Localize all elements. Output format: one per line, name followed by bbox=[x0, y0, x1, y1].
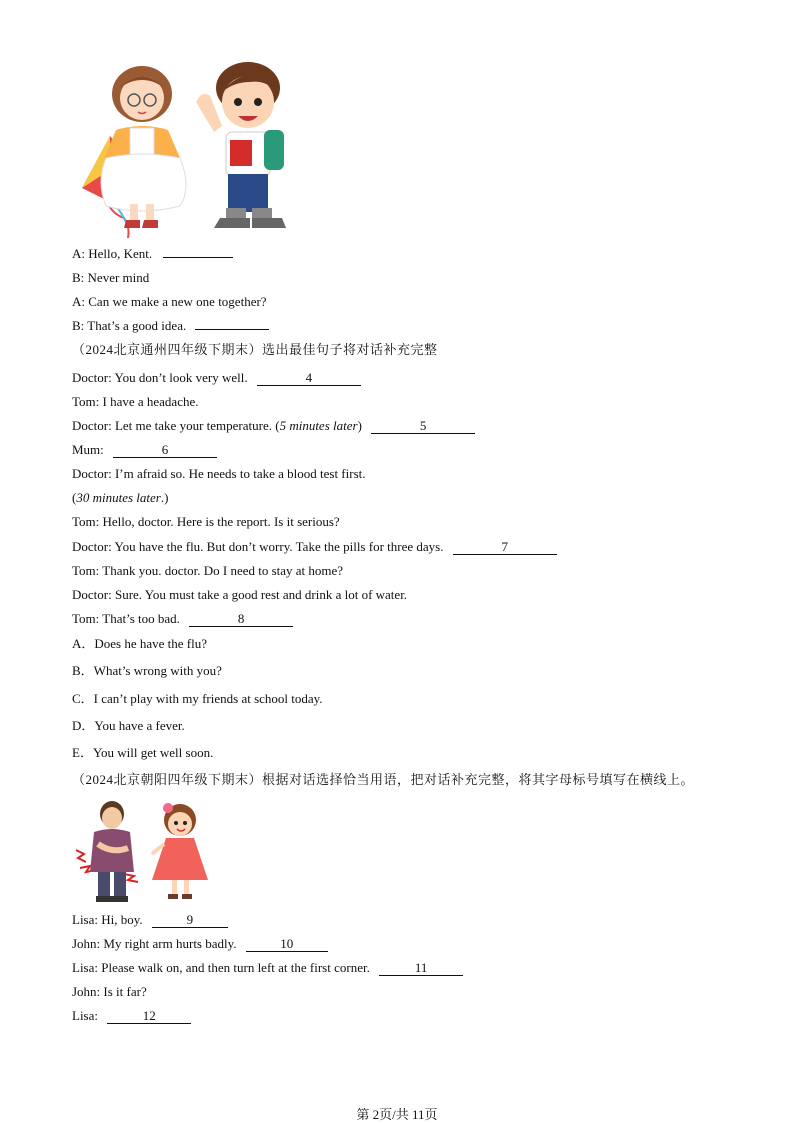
answer-blank-9[interactable]: 9 bbox=[152, 913, 228, 928]
section3-line bbox=[72, 936, 328, 952]
answer-blank-4[interactable]: 4 bbox=[257, 371, 361, 386]
line-text: Tom: That’s too bad. bbox=[72, 611, 180, 626]
pain-icon bbox=[76, 850, 86, 862]
answer-blank[interactable] bbox=[163, 257, 233, 258]
option-c[interactable]: C．I can’t play with my friends at school today. bbox=[72, 691, 323, 706]
answer-blank-10[interactable]: 10 bbox=[246, 937, 328, 952]
answer-blank-11[interactable]: 11 bbox=[379, 961, 463, 976]
section3-header: （2024北京朝阳四年级下期末）根据对话选择恰当用语，把对话补充完整，将其字母标号填写在横线上。 bbox=[72, 772, 695, 787]
dialogue1-line2: B: Never mind bbox=[72, 270, 150, 285]
section3-line bbox=[72, 912, 228, 928]
section2-line: Tom: Hello, doctor. Here is the report. Is it serious? bbox=[72, 514, 340, 529]
hurt-boy-and-girl-illustration bbox=[72, 798, 214, 904]
section2-line bbox=[72, 490, 168, 506]
option-b[interactable]: B．What’s wrong with you? bbox=[72, 663, 222, 678]
line-text: Lisa: bbox=[72, 1008, 98, 1023]
line-text: Doctor: You have the flu. But don’t worry. Take the pills for three days. bbox=[72, 539, 444, 554]
answer-blank-7[interactable]: 7 bbox=[453, 540, 557, 555]
line-text: ) bbox=[357, 418, 362, 433]
dialogue1-line3: A: Can we make a new one together? bbox=[72, 294, 267, 309]
option-a[interactable]: A．Does he have the flu? bbox=[72, 636, 208, 651]
section3-line bbox=[72, 960, 463, 976]
section2-line bbox=[72, 418, 475, 434]
girl-and-boy-illustration bbox=[76, 58, 296, 238]
line-text: John: My right arm hurts badly. bbox=[72, 936, 237, 951]
line-text: B: That’s a good idea. bbox=[72, 318, 187, 333]
line-text: Lisa: Please walk on, and then turn left at the first corner. bbox=[72, 960, 370, 975]
section2-line: Doctor: I’m afraid so. He needs to take a blood test first. bbox=[72, 466, 366, 481]
section2-header: （2024北京通州四年级下期末）选出最佳句子将对话补充完整 bbox=[72, 342, 438, 357]
section2-line bbox=[72, 442, 217, 458]
book-icon bbox=[230, 140, 252, 166]
section2-line: Tom: I have a headache. bbox=[72, 394, 199, 409]
backpack-icon bbox=[264, 130, 284, 170]
option-e[interactable]: E．You will get well soon. bbox=[72, 745, 214, 760]
line-italic: 5 minutes later bbox=[279, 418, 358, 433]
section3-line: John: Is it far? bbox=[72, 984, 147, 999]
dress-icon bbox=[152, 838, 208, 880]
section2-line bbox=[72, 611, 293, 627]
answer-blank-8[interactable]: 8 bbox=[189, 612, 293, 627]
dialogue1-line1 bbox=[72, 246, 233, 262]
option-d[interactable]: D．You have a fever. bbox=[72, 718, 185, 733]
dialogue1-line4 bbox=[72, 318, 269, 334]
line-text: Doctor: Let me take your temperature. ( bbox=[72, 418, 280, 433]
line-text: ( bbox=[72, 490, 77, 505]
section2-line bbox=[72, 370, 361, 386]
answer-blank-6[interactable]: 6 bbox=[113, 443, 217, 458]
page-footer: 第 2页/共 11页 bbox=[356, 1107, 438, 1122]
answer-blank[interactable] bbox=[195, 329, 269, 330]
section2-line: Tom: Thank you. doctor. Do I need to stay at home? bbox=[72, 563, 344, 578]
section2-line bbox=[72, 539, 557, 555]
section2-line: Doctor: Sure. You must take a good rest and drink a lot of water. bbox=[72, 587, 408, 602]
line-text: Mum: bbox=[72, 442, 104, 457]
line-text: A: Hello, Kent. bbox=[72, 246, 153, 261]
answer-blank-5[interactable]: 5 bbox=[371, 419, 475, 434]
line-text: Doctor: You don’t look very well. bbox=[72, 370, 248, 385]
line-italic: 30 minutes later bbox=[76, 490, 161, 505]
line-text: Lisa: Hi, boy. bbox=[72, 912, 143, 927]
section3-line bbox=[72, 1008, 191, 1024]
answer-blank-12[interactable]: 12 bbox=[107, 1009, 191, 1024]
line-text: .) bbox=[160, 490, 169, 505]
